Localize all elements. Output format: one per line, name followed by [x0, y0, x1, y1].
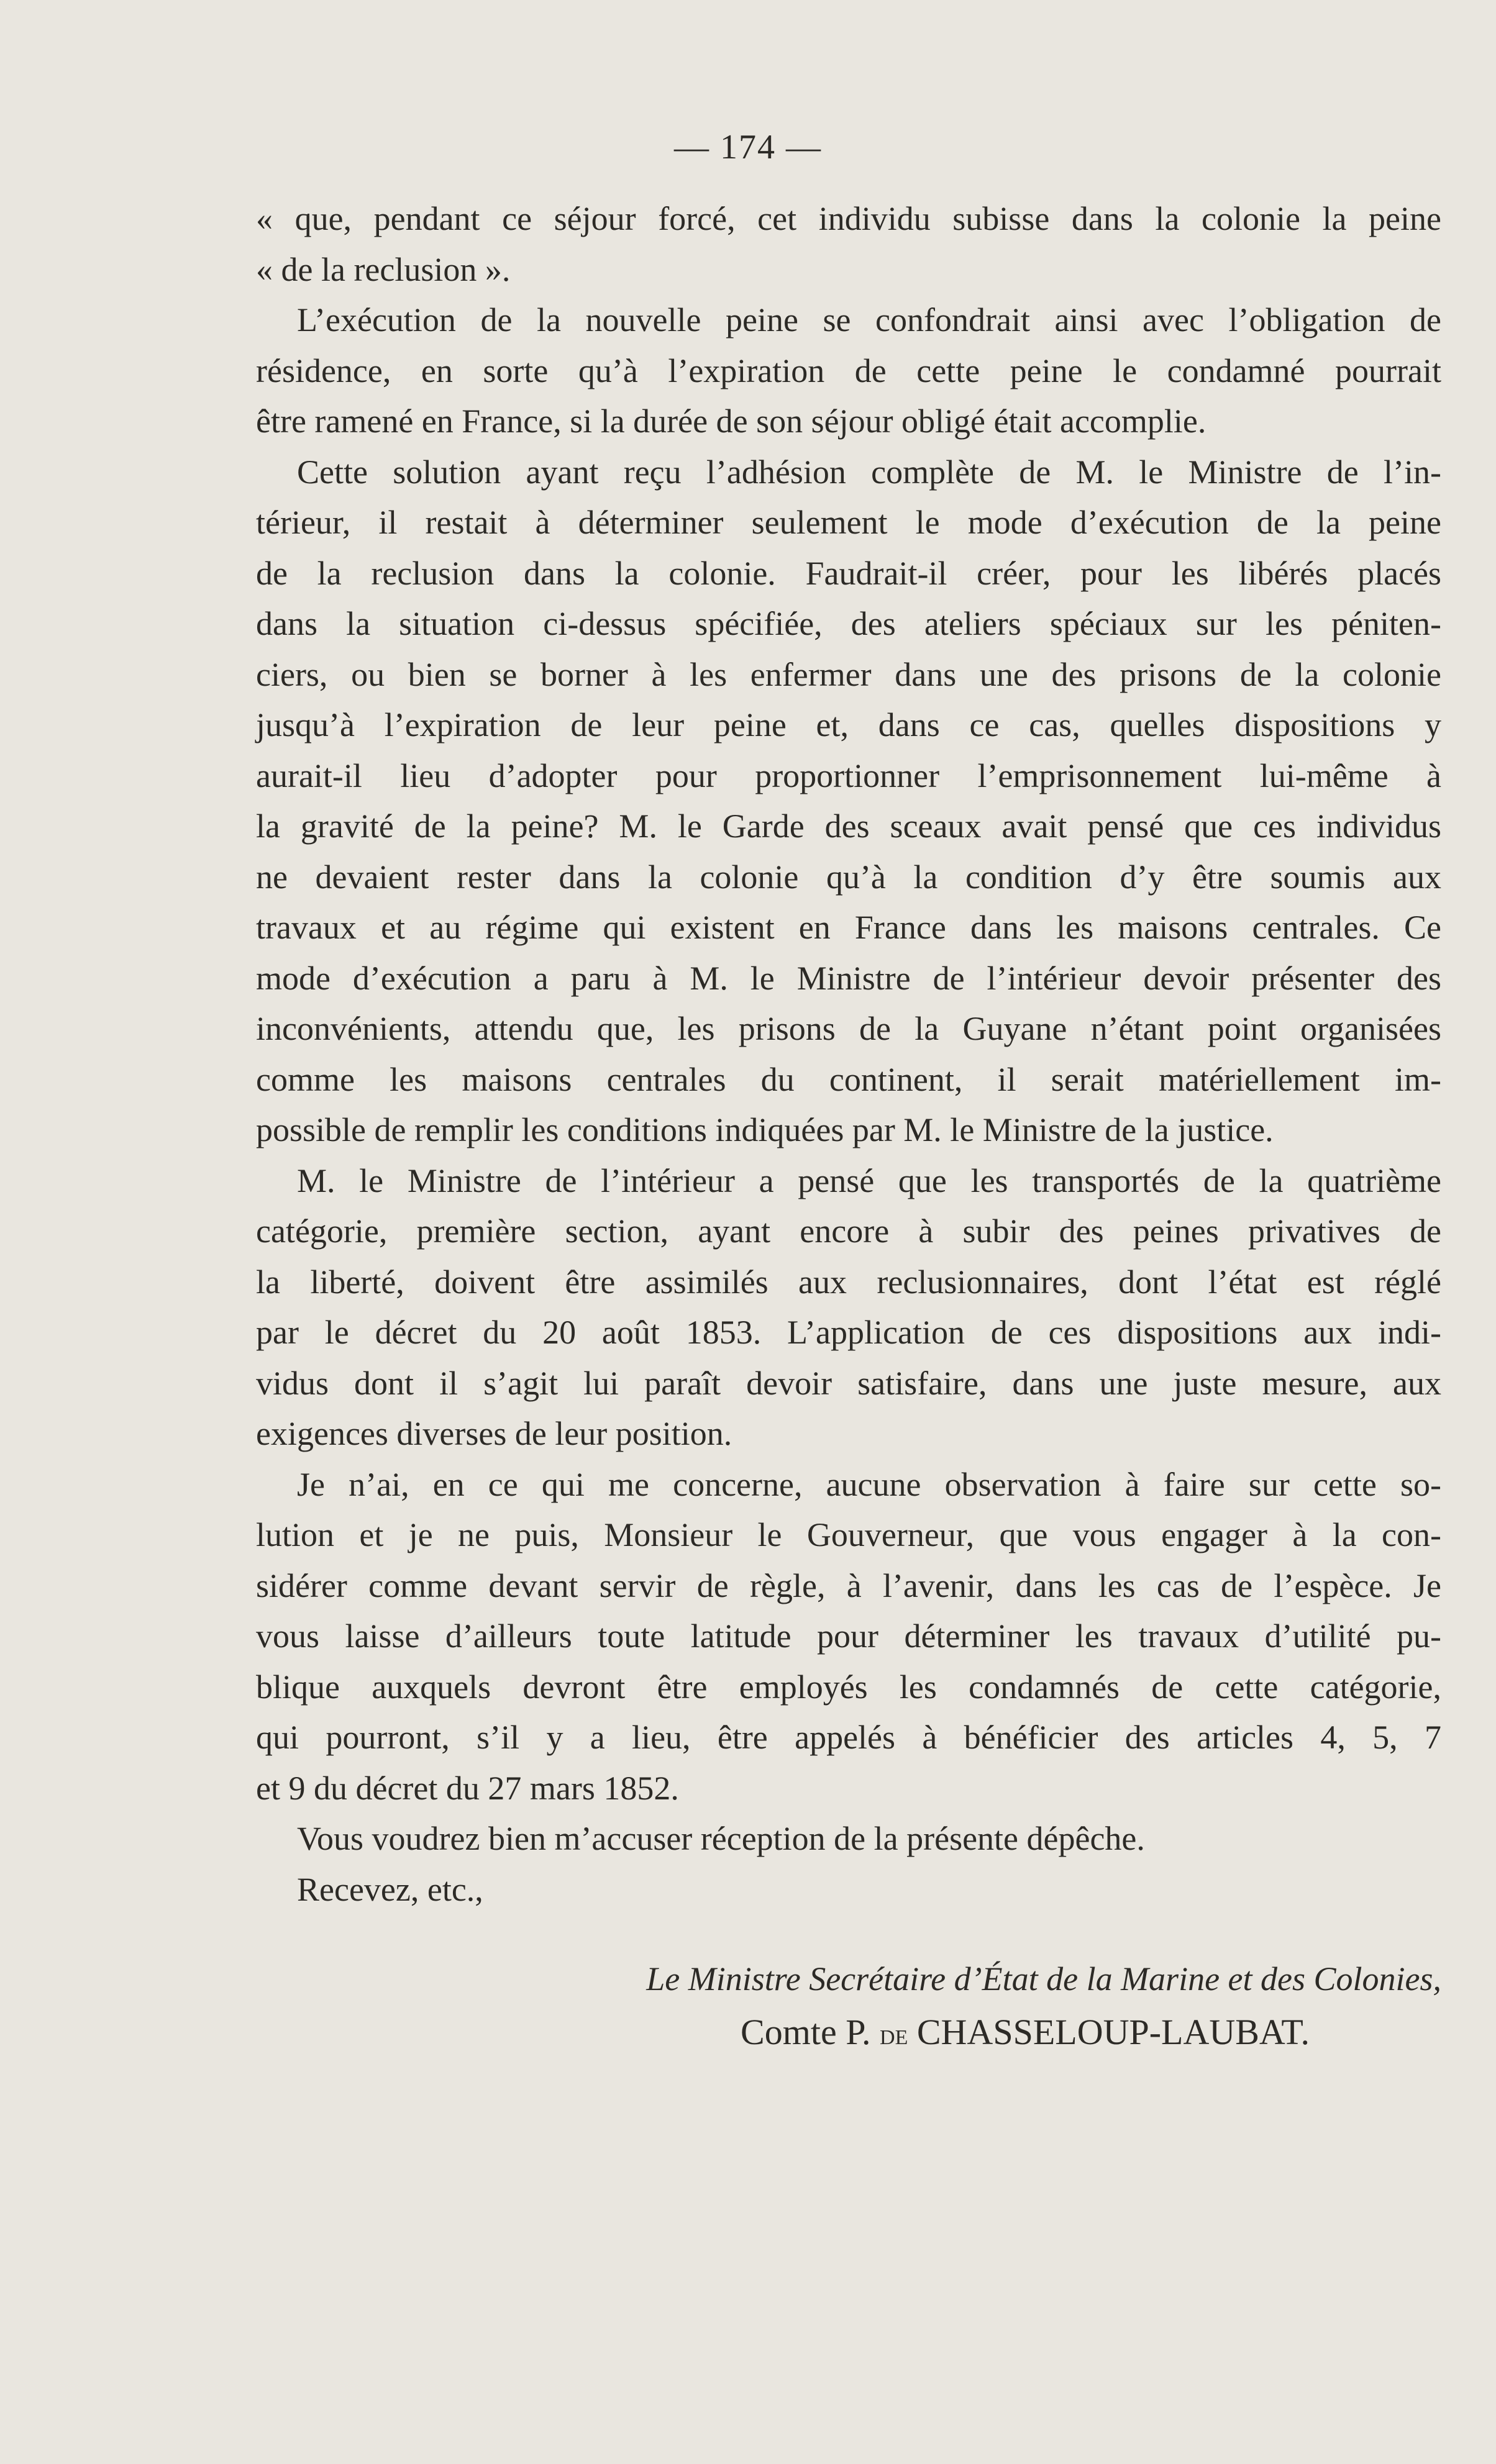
text-line: la gravité de la peine? M. le Garde des sceaux avait pensé que ces individus — [256, 807, 1441, 845]
text-line: Cette solution ayant reçu l’adhésion complète de M. le Ministre de l’in- — [297, 453, 1441, 491]
signature-name-prefix: Comte P. — [741, 2012, 871, 2052]
text-line: sidérer comme devant servir de règle, à l’avenir, dans les cas de l’espèce. Je — [256, 1566, 1441, 1604]
text-line: Recevez, etc., — [297, 1870, 483, 1908]
signature-name-surname: CHASSELOUP-LAUBAT. — [916, 2012, 1310, 2052]
text-line: exigences diverses de leur position. — [256, 1415, 732, 1452]
text-line: possible de remplir les conditions indiquées par M. le Ministre de la justice. — [256, 1111, 1274, 1148]
text-line: ciers, ou bien se borner à les enfermer dans une des prisons de la colonie — [256, 655, 1441, 693]
text-line: qui pourront, s’il y a lieu, être appelés à bénéficier des articles 4, 5, 7 — [256, 1719, 1441, 1756]
text-line: lution et je ne puis, Monsieur le Gouverneur, que vous engager à la con- — [256, 1516, 1441, 1553]
text-line: « que, pendant ce séjour forcé, cet individu subisse dans la colonie la peine — [256, 200, 1441, 237]
text-line: comme les maisons centrales du continent, il serait matériellement im- — [256, 1060, 1441, 1098]
text-line: L’exécution de la nouvelle peine se confondrait ainsi avec l’obligation de — [297, 301, 1441, 339]
signature-name — [0, 2011, 1310, 2053]
text-line: jusqu’à l’expiration de leur peine et, dans ce cas, quelles dispositions y — [256, 706, 1441, 743]
text-line: résidence, en sorte qu’à l’expiration de cette peine le condamné pourrait — [256, 352, 1441, 389]
text-line: dans la situation ci-dessus spécifiée, des ateliers spéciaux sur les péniten- — [256, 605, 1441, 642]
text-line: catégorie, première section, ayant encore à subir des peines privatives de — [256, 1212, 1441, 1250]
text-line: vous laisse d’ailleurs toute latitude pour déterminer les travaux d’utilité pu- — [256, 1617, 1441, 1655]
text-line: et 9 du décret du 27 mars 1852. — [256, 1769, 679, 1807]
text-line: blique auxquels devront être employés les condamnés de cette catégorie, — [256, 1668, 1441, 1706]
page-number: — 174 — — [674, 128, 822, 166]
text-line: mode d’exécution a paru à M. le Ministre de l’intérieur devoir présenter des — [256, 959, 1441, 997]
text-line: vidus dont il s’agit lui paraît devoir satisfaire, dans une juste mesure, aux — [256, 1364, 1441, 1402]
text-line: aurait-il lieu d’adopter pour proportionner l’emprisonnement lui-même à — [256, 757, 1441, 794]
text-line: ne devaient rester dans la colonie qu’à la condition d’y être soumis aux — [256, 858, 1441, 896]
text-line: Je n’ai, en ce qui me concerne, aucune observation à faire sur cette so- — [297, 1465, 1441, 1503]
text-line: la liberté, doivent être assimilés aux reclusionnaires, dont l’état est réglé — [256, 1263, 1441, 1301]
text-line: « de la reclusion ». — [256, 250, 511, 288]
text-line: Vous voudrez bien m’accuser réception de la présente dépêche. — [297, 1820, 1145, 1857]
text-line: M. le Ministre de l’intérieur a pensé que les transportés de la quatrième — [297, 1162, 1441, 1199]
text-line: être ramené en France, si la durée de son séjour obligé était accomplie. — [256, 402, 1206, 440]
text-line: térieur, il restait à déterminer seulement le mode d’exécution de la peine — [256, 504, 1441, 541]
signature-name-particle: de — [880, 2018, 908, 2051]
text-line: de la reclusion dans la colonie. Faudrait-il créer, pour les libérés placés — [256, 554, 1441, 592]
signature-title: Le Ministre Secrétaire d’État de la Marine et des Colonies, — [646, 1960, 1441, 1998]
text-line: par le décret du 20 août 1853. L’application de ces dispositions aux indi- — [256, 1314, 1441, 1351]
text-line: travaux et au régime qui existent en France dans les maisons centrales. Ce — [256, 909, 1441, 946]
text-line: inconvénients, attendu que, les prisons de la Guyane n’étant point organisées — [256, 1010, 1441, 1047]
letter-body — [256, 194, 1441, 1915]
